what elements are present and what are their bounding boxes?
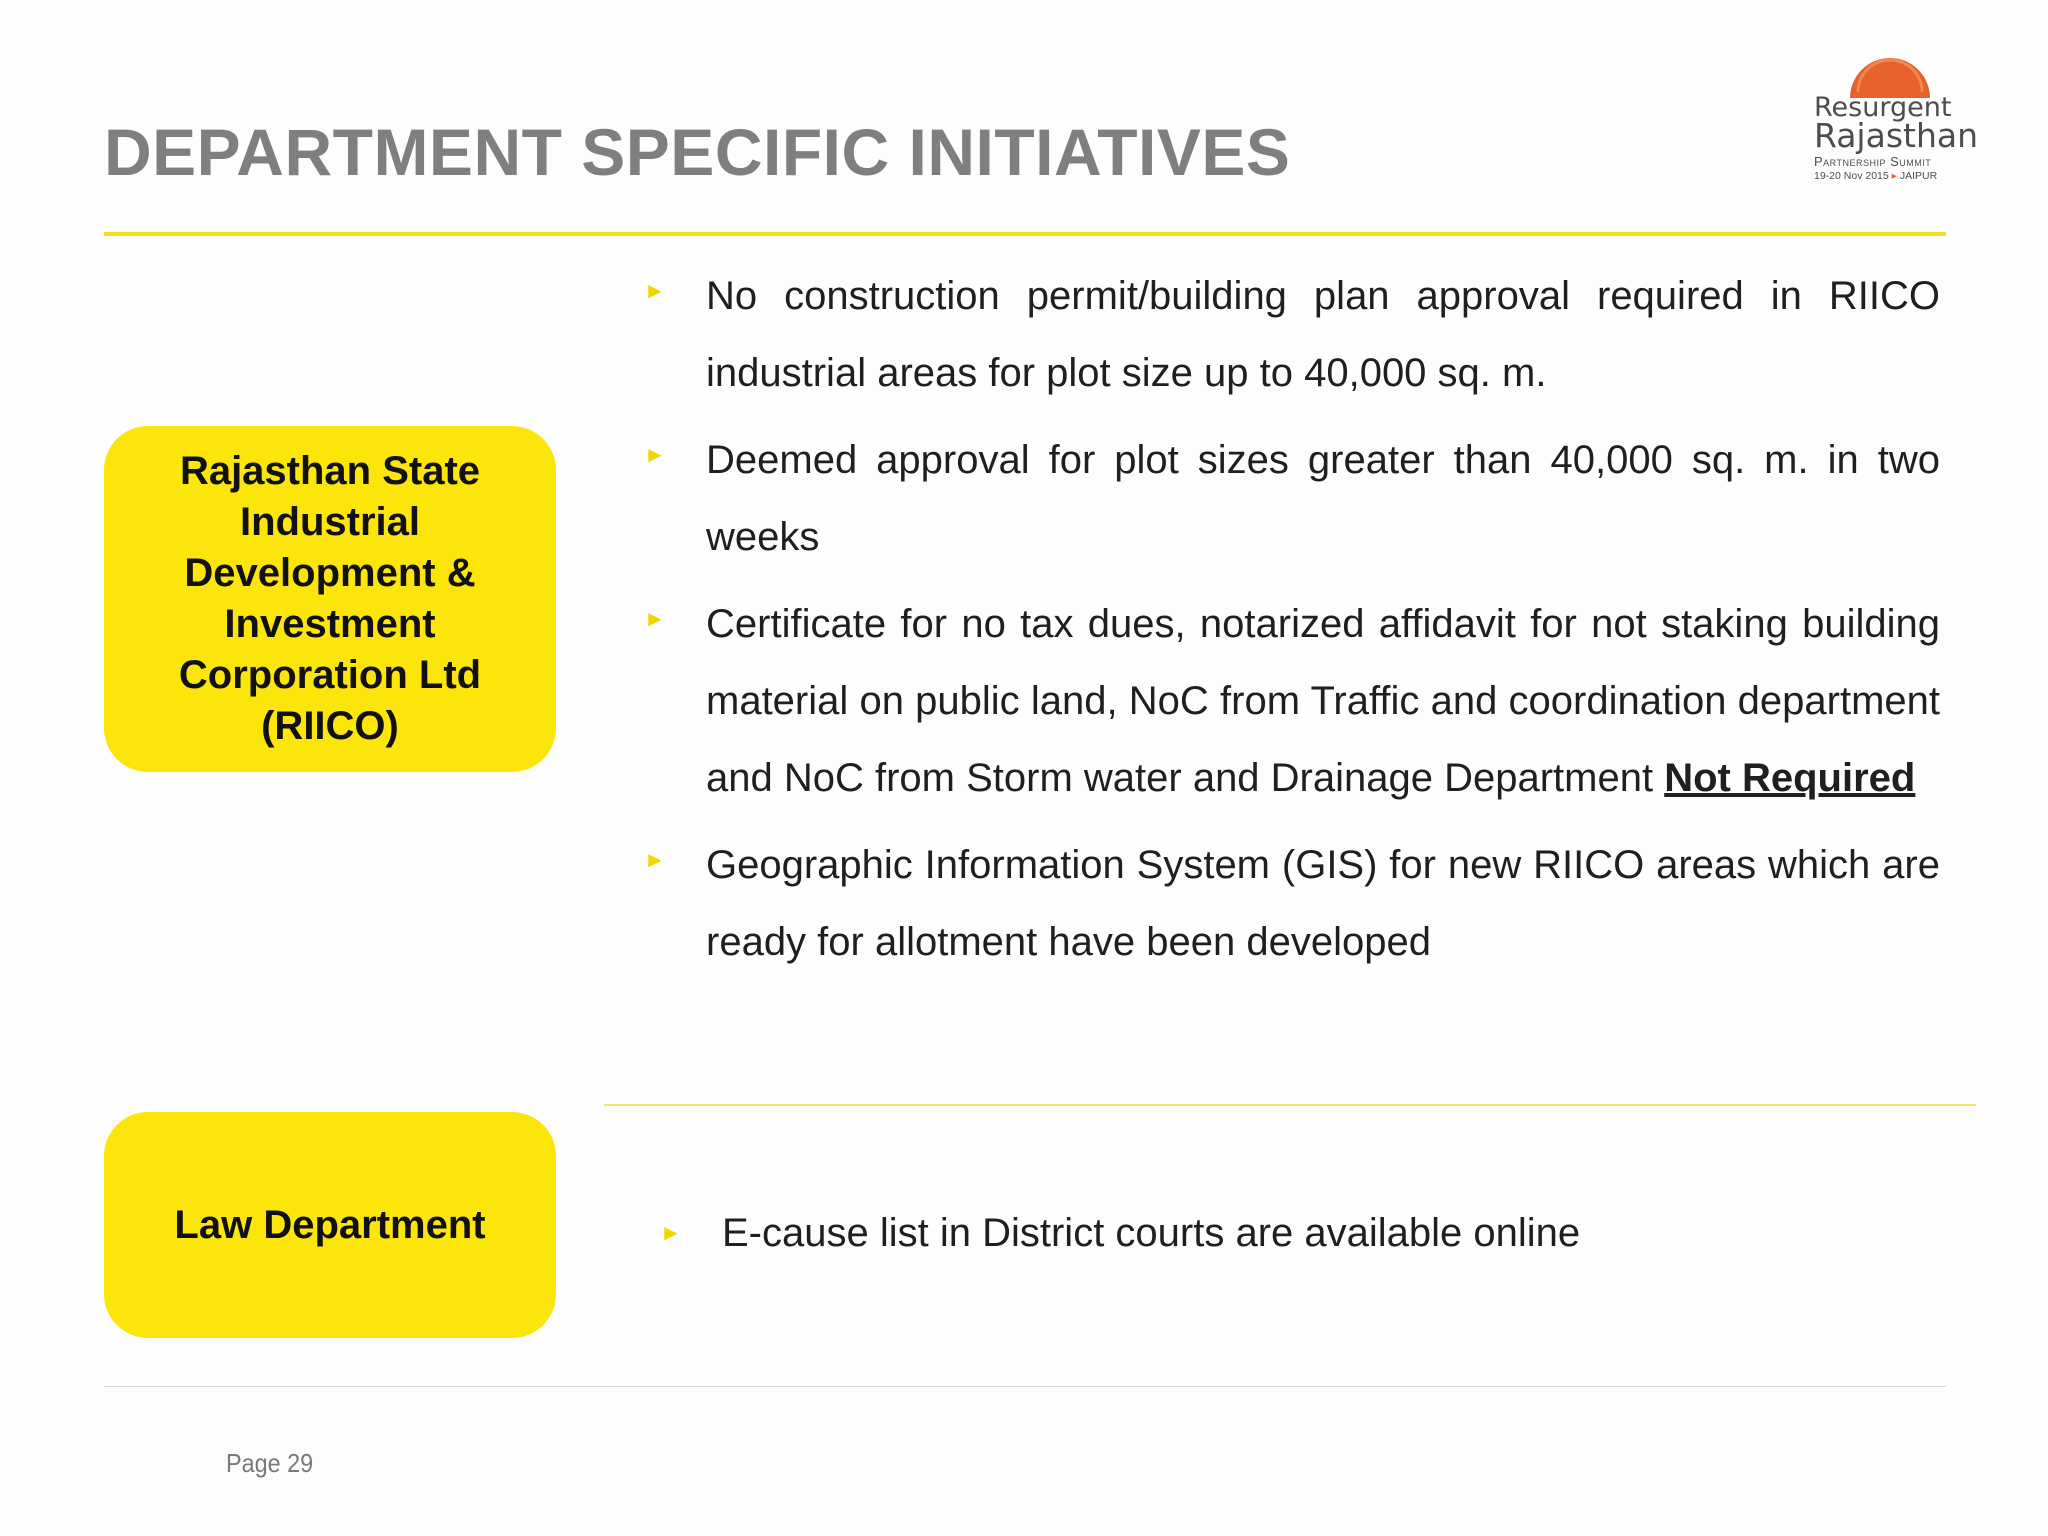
bullet-arrow-icon: ► bbox=[644, 606, 666, 631]
bullet-arrow-icon: ► bbox=[644, 442, 666, 467]
bullet-text: E-cause list in District courts are available online bbox=[722, 1211, 1581, 1255]
logo-line-3: Partnership Summit bbox=[1814, 154, 1932, 169]
logo-line-2: Rajasthan bbox=[1814, 116, 1979, 155]
bullet-arrow-icon: ► bbox=[644, 847, 666, 872]
page-title: DEPARTMENT SPECIFIC INITIATIVES bbox=[104, 115, 1291, 189]
footer-divider bbox=[104, 1386, 1946, 1387]
bullet-text: Geographic Information System (GIS) for new RIICO areas which are ready for allotment have been developed bbox=[706, 843, 1940, 964]
dept-name-law: Law Department bbox=[174, 1202, 486, 1247]
header-divider bbox=[104, 232, 1946, 236]
logo-date: 19-20 Nov 2015 bbox=[1814, 170, 1889, 182]
dept-box-law bbox=[104, 1112, 556, 1338]
bullet-text: Deemed approval for plot sizes greater than 40,000 sq. m. in two weeks bbox=[706, 438, 1940, 559]
dept-name-riico: Rajasthan State Industrial Development & Investment Corporation Ltd (RIICO) bbox=[178, 449, 482, 748]
emphasis-text: Not Required bbox=[1664, 756, 1916, 800]
bullet-text: No construction permit/building plan approval required in RIICO industrial areas for plot size up to 40,000 sq. m. bbox=[706, 274, 1940, 395]
list-item bbox=[644, 586, 1940, 817]
bullet-arrow-icon: ► bbox=[644, 278, 666, 303]
section-divider bbox=[604, 1104, 1976, 1106]
riico-bullet-list bbox=[644, 258, 1940, 991]
law-bullet-list bbox=[660, 1198, 1860, 1268]
summit-logo bbox=[1800, 50, 1980, 190]
list-item bbox=[644, 422, 1940, 576]
logo-city: JAIPUR bbox=[1899, 170, 1938, 182]
bullet-text-with-emphasis bbox=[706, 586, 1940, 817]
bullet-arrow-icon: ► bbox=[660, 1220, 682, 1245]
list-item bbox=[644, 827, 1940, 981]
logo-date-line bbox=[1814, 170, 1937, 182]
page-number: Page 29 bbox=[226, 1448, 314, 1478]
logo-line-1: Resurgent bbox=[1814, 92, 1952, 123]
list-item bbox=[644, 258, 1940, 412]
triangle-icon: ▸ bbox=[1891, 170, 1897, 182]
bullet-text: Certificate for no tax dues, notarized affidavit for not staking building material on public land, NoC from Traffic and coordination department and NoC from Storm water and Drainage Department bbox=[706, 602, 1940, 800]
dept-box-riico bbox=[104, 426, 556, 772]
